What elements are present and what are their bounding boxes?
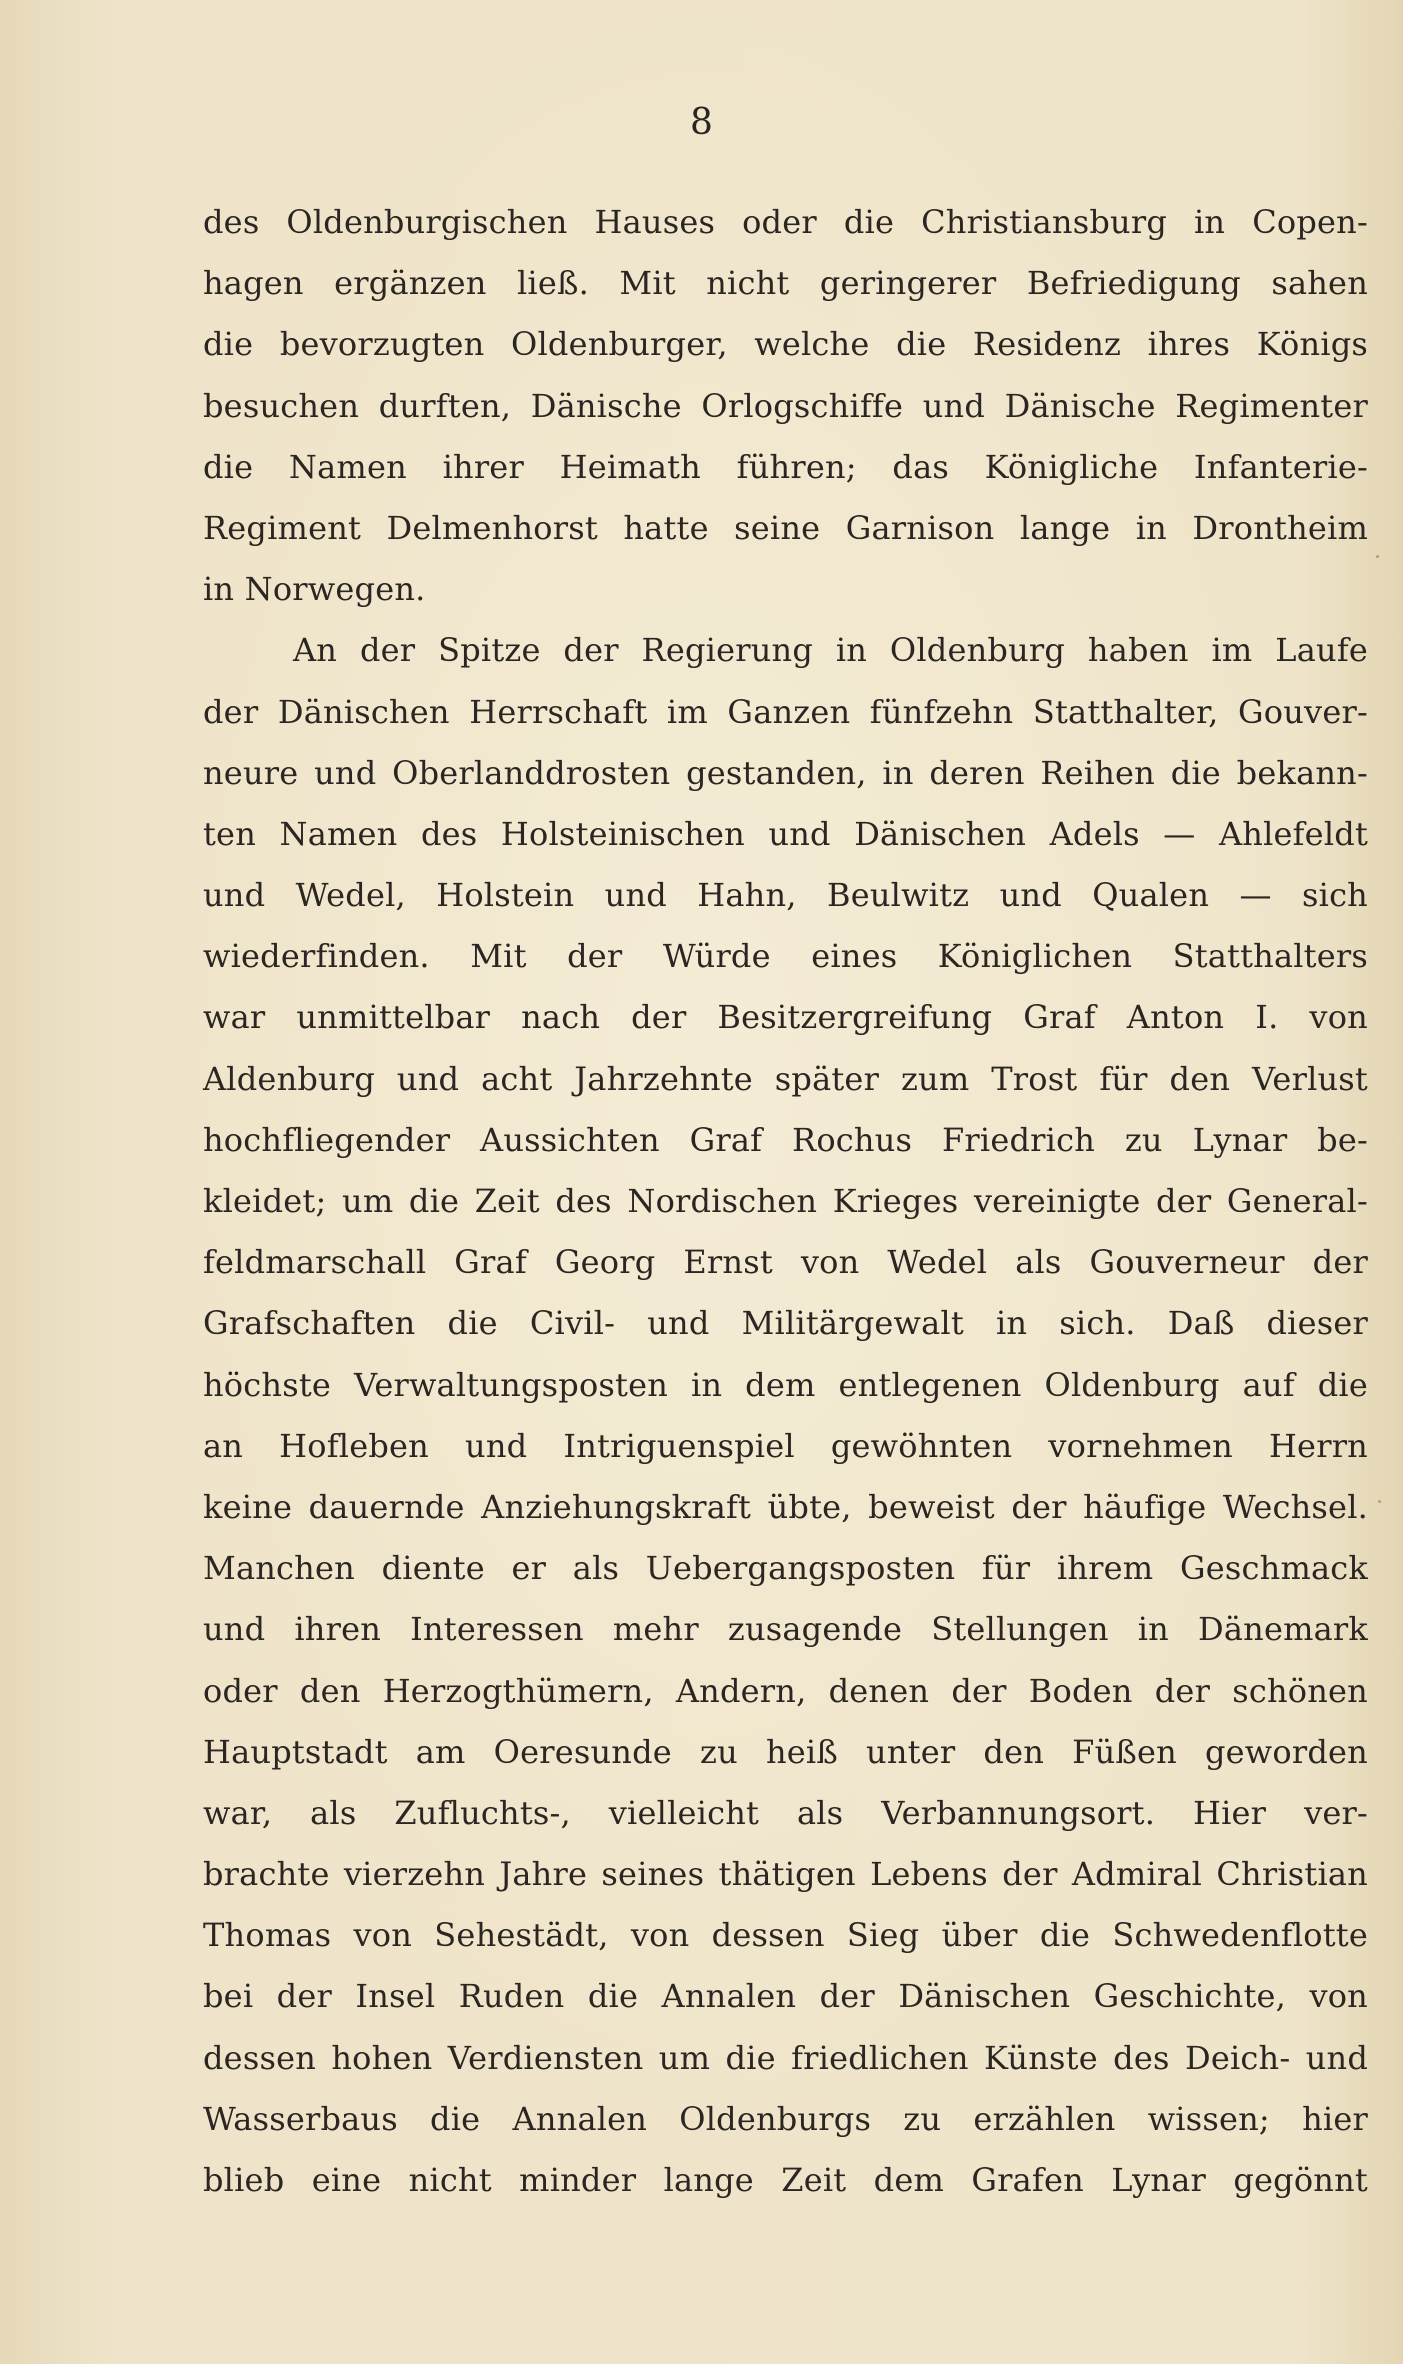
text-line: besuchen durften, Dänische Orlogschiffe und Dänische Regimenter — [203, 386, 1368, 425]
body-text — [203, 192, 1368, 2211]
text-line: ten Namen des Holsteinischen und Dänischen Adels — Ahlefeldt — [203, 814, 1368, 853]
text-line: feldmarschall Graf Georg Ernst von Wedel als Gouverneur der — [203, 1243, 1368, 1282]
text-line: Aldenburg und acht Jahrzehnte später zum Trost für den Verlust — [203, 1059, 1368, 1098]
text-line: hagen ergänzen ließ. Mit nicht geringerer Befriedigung sahen — [203, 264, 1368, 303]
text-line: dessen hohen Verdiensten um die friedlichen Künste des Deich- und — [203, 2038, 1368, 2077]
paragraph-first-line: An der Spitze der Regierung in Oldenburg haben im Laufe — [293, 631, 1368, 670]
text-line: keine dauernde Anziehungskraft übte, beweist der häufige Wechsel. — [203, 1487, 1368, 1526]
text-line: Manchen diente er als Uebergangsposten für ihrem Geschmack — [203, 1549, 1368, 1588]
text-line: Wasserbaus die Annalen Oldenburgs zu erzählen wissen; hier — [203, 2099, 1368, 2138]
page-number: 8 — [690, 102, 713, 143]
text-line: Regiment Delmenhorst hatte seine Garnison lange in Drontheim — [203, 508, 1368, 547]
text-line: kleidet; um die Zeit des Nordischen Krieges vereinigte der General- — [203, 1182, 1368, 1220]
text-line: die bevorzugten Oldenburger, welche die Residenz ihres Königs — [203, 325, 1368, 364]
text-line: neure und Oberlanddrosten gestanden, in deren Reihen die bekann- — [203, 753, 1368, 792]
text-line: hochfliegender Aussichten Graf Rochus Friedrich zu Lynar be- — [203, 1120, 1368, 1159]
text-line: oder den Herzogthümern, Andern, denen der Boden der schönen — [203, 1671, 1368, 1710]
text-line: die Namen ihrer Heimath führen; das Königliche Infanterie- — [203, 447, 1368, 486]
text-line: bei der Insel Ruden die Annalen der Dänischen Geschichte, von — [203, 1977, 1368, 2016]
text-line: blieb eine nicht minder lange Zeit dem Grafen Lynar gegönnt — [203, 2161, 1368, 2199]
text-line: war unmittelbar nach der Besitzergreifung Graf Anton I. von — [203, 998, 1368, 1037]
text-line: an Hofleben und Intriguenspiel gewöhnten vornehmen Herrn — [203, 1426, 1368, 1465]
text-line: höchste Verwaltungsposten in dem entlegenen Oldenburg auf die — [203, 1365, 1368, 1404]
text-line: und ihren Interessen mehr zusagende Stellungen in Dänemark — [203, 1610, 1368, 1649]
text-line: in Norwegen. — [203, 570, 426, 609]
paper-speck — [1230, 1330, 1233, 1333]
text-line: der Dänischen Herrschaft im Ganzen fünfzehn Statthalter, Gouver- — [203, 692, 1368, 731]
text-line: Grafschaften die Civil- und Militärgewalt in sich. Daß dieser — [203, 1304, 1368, 1343]
text-line: des Oldenburgischen Hauses oder die Christiansburg in Copen- — [203, 203, 1368, 241]
paper-speck — [1378, 1500, 1381, 1503]
text-line: wiederfinden. Mit der Würde eines Königlichen Statthalters — [203, 937, 1368, 976]
text-line: und Wedel, Holstein und Hahn, Beulwitz und Qualen — sich — [203, 876, 1368, 915]
text-line: Hauptstadt am Oeresunde zu heiß unter den Füßen geworden — [203, 1732, 1368, 1771]
paper-speck — [1376, 555, 1379, 558]
text-line: brachte vierzehn Jahre seines thätigen Lebens der Admiral Christian — [203, 1855, 1368, 1894]
text-line: Thomas von Sehestädt, von dessen Sieg über die Schwedenflotte — [203, 1916, 1368, 1955]
text-line: war, als Zufluchts-, vielleicht als Verbannungsort. Hier ver- — [203, 1793, 1368, 1832]
